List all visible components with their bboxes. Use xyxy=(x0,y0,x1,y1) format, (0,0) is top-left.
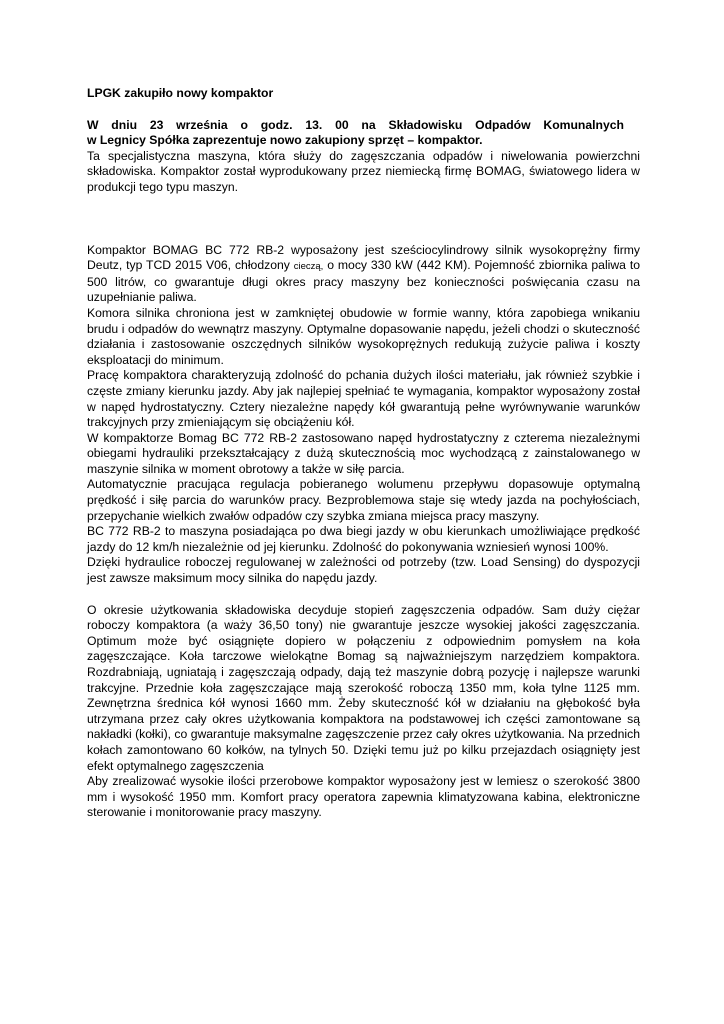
flow-regulation-paragraph: Automatycznie pracująca regulacja pobieranego wolumenu przepływu dopasowuje optymalną prędkość i siłę parcia do warunków pracy. Bezproblemowa staje się wtedy jazda na pochyłościach, przepychanie wielkich zwałów odpadów czy szybka zmiana miejsca pracy maszyny. xyxy=(87,477,640,523)
gears-paragraph: BC 772 RB-2 to maszyna posiadająca po dwa biegi jazdy w obu kierunkach umożliwiające prędkość jazdy do 12 km/h niezależnie od jej kierunku. Zdolność do pokonywania wzniesień wynosi 100%. xyxy=(87,524,640,554)
hydraulics-paragraph: Dzięki hydraulice roboczej regulowanej w zależności od potrzeby (tzw. Load Sensing) do dyspozycji jest zawsze maksimum mocy silnika do napędu jazdy. xyxy=(87,555,640,586)
lead-paragraph xyxy=(87,118,640,149)
spacer xyxy=(87,587,640,603)
lead-line-1: W dniu 23 września o godz. 13. 00 na Składowisku Odpadów Komunalnych xyxy=(87,117,624,132)
drive-paragraph: Pracę kompaktora charakteryzują zdolność do pchania dużych ilości materiału, jak również szybkie i częste zmiany kierunku jazdy. Aby jak najlepiej spełniać te wymagania, kompaktor wyposażony został w napęd hydrostatyczny. Cztery niezależne napędy kół gwarantują pełne wyrównywanie warunków trakcyjnych przy zmieniającym się obciążeniu kół. xyxy=(87,368,640,430)
engine-housing-paragraph: Komora silnika chroniona jest w zamkniętej obudowie w formie wanny, która zapobiega wnikaniu brudu i odpadów do wewnątrz maszyny. Optymalne dopasowanie napędu, jeżeli chodzi o skuteczność działania i zastosowanie oszczędnych silników wysokoprężnych redukują zużycie paliwa i koszty eksploatacji do minimum. xyxy=(87,305,640,367)
engine-paragraph xyxy=(87,243,640,306)
engine-text-start: Kompaktor BOMAG BC 772 RB-2 wyposażony jest sześciocylindrowy silnik wysokoprężny firmy Deutz, typ TCD 2015 V06, chłodzony xyxy=(87,242,640,273)
engine-text-end: o mocy 330 kW (442 KM). Pojemność zbiornika paliwa to 500 litrów, co gwarantuje długi okres pracy maszyny bez konieczności poświęcania czasu na uzupełnianie paliwa. xyxy=(87,258,640,305)
compaction-paragraph: O okresie użytkowania składowiska decyduje stopień zagęszczenia odpadów. Sam duży ciężar roboczy kompaktora (a waży 36,50 tony) nie gwarantuje jeszcze wysokiej jakości zagęszczania. Optimum może być osiągnięte dopiero w połączeniu z odpowiednim pomysłem na koła zagęszczające. Koła tarczowe wielokątne Bomag są najważniejszym narzędziem kompaktora. Rozdrabniają, ugniatają i zagęszczają odpady, dają też maszynie dobrą pozycję i najlepsze warunki trakcyjne. Przednie koła zagęszczające mają szerokość roboczą 1350 mm, koła tylne 1125 mm. Zewnętrzna średnica kół wynosi 1660 mm. Żeby skuteczność kół w działaniu na głębokość była utrzymana przez cały okres użytkowania kompaktora na podstawowej ich części zamontowane są nakładki (kołki), co gwarantuje maksymalne zagęszczenie przez cały okres użytkowania. Na przednich kołach zamontowano 60 kołków, na tylnych 50. Dzięki temu już po kilku przejazdach osiągnięty jest efekt optymalnego zagęszczenia xyxy=(87,602,640,773)
hydrostatic-paragraph: W kompaktorze Bomag BC 772 RB-2 zastosowano napęd hydrostatyczny z czterema niezależnymi obiegami hydrauliki przekształcający z dużą skutecznością moc wychodzącą z zainstalowanego w maszynie silnika w moment obrotowy a także w siłę parcia. xyxy=(87,430,640,476)
engine-text-small: cieczą, xyxy=(293,261,324,273)
blade-paragraph: Aby zrealizować wysokie ilości przerobowe kompaktor wyposażony jest w lemiesz o szerokość 3800 mm i wysokość 1950 mm. Komfort pracy operatora zapewnia klimatyzowana kabina, elektroniczne sterowanie i monitorowanie pracy maszyny. xyxy=(87,774,640,820)
intro-paragraph: Ta specjalistyczna maszyna, która służy do zagęszczania odpadów i niwelowania powierzchni składowiska. Kompaktor został wyprodukowany przez niemiecką firmę BOMAG, światowego lidera w produkcji tego typu maszyn. xyxy=(87,148,640,194)
spacer xyxy=(87,196,640,243)
document-title: LPGK zakupiło nowy kompaktor xyxy=(87,86,274,100)
lead-line-2: w Legnicy Spółka zaprezentuje nowo zakupiony sprzęt – kompaktor. xyxy=(87,133,483,148)
document-page xyxy=(87,86,640,821)
